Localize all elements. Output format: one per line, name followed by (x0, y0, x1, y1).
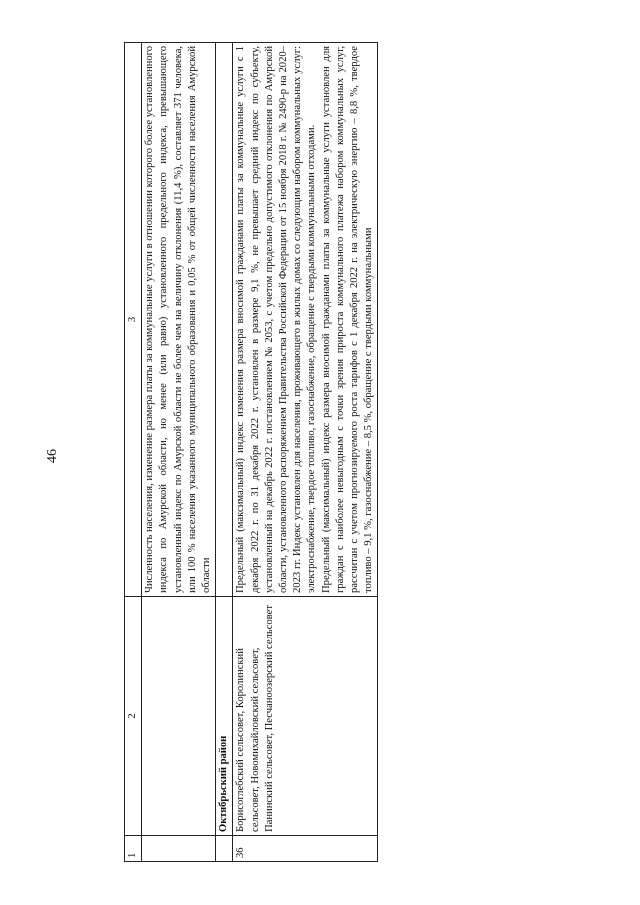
page-number: 46 (45, 449, 60, 463)
table-row-district (216, 43, 233, 862)
column-header-3: 3 (125, 43, 142, 597)
table-header-row (125, 43, 142, 862)
index-table (124, 42, 378, 862)
cell-empty-municipality (142, 597, 216, 836)
rotated-table-page (124, 42, 624, 862)
index-description (233, 43, 378, 597)
cell-district-empty (216, 836, 233, 862)
district-heading: Октябрьский район (216, 597, 233, 836)
cell-district-empty-3 (216, 43, 233, 597)
column-header-1: 1 (125, 836, 142, 862)
table-row (233, 43, 378, 862)
table-row-continuation (142, 43, 216, 862)
column-header-2: 2 (125, 597, 142, 836)
cell-empty-number (142, 836, 216, 862)
cell-continuation-text: Численность населения, изменение размера платы за коммунальные услуги в отношении которого более установленного индекса по Амурской области, но менее (или равно) установленного предельного индекса, превышающего установленный индекс по Амурской области не более чем на величину отклонения (11,4 %), составляет 371 человека, или 100 % населения указанного муниципального образования и 0,05 % от общей численности населения Амурской области (142, 43, 216, 597)
row-number: 36 (233, 836, 378, 862)
municipality-list: Борисоглебский сельсовет, Королинский сельсовет, Новомихайловский сельсовет, Панинский сельсовет, Песчаноозерский сельсовет (233, 597, 378, 836)
paragraph-1: Предельный (максимальный) индекс изменения размера вносимой гражданами платы за коммунальные услуги с 1 декабря 2022 г. по 31 декабря 2022 г. установлен в размере 9,1 %, не превышает средний индекс по субъекту, установленный на декабрь 2022 г. постановлением № 2053, с учетом предельно допустимого отклонения по Амурской области, установленного распоряжением Правительства Российской Федерации от 15 ноября 2018 г. № 2490-р на 2020–2023 гг. Индекс установлен для населения, проживающего в жилых домах со следующим набором коммунальных услуг: электроснабжение, твердое топливо, газоснабжение, обращение с твердыми коммунальными отходами. (235, 46, 318, 593)
paragraph-2: Предельный (максимальный) индекс размера вносимой гражданами платы за коммунальные услуги установлен для граждан с наиболее невыгодным с точки зрения прироста коммунального платежа набором коммунальных услуг, рассчитан с учетом прогнозируемого роста тарифов с 1 декабря 2022 г. на электрическую энергию – 8,8 %, твердое топливо – 9,1 %, газоснабжение – 8,5 %, обращение с твердыми коммунальными (320, 46, 375, 593)
